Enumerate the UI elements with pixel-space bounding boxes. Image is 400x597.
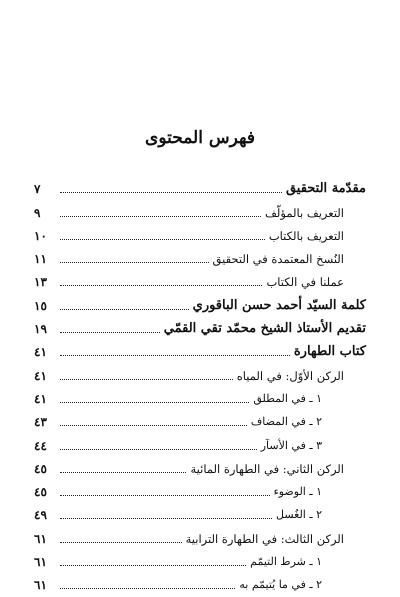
toc-entry[interactable] bbox=[34, 292, 366, 315]
toc-entry[interactable] bbox=[34, 502, 366, 525]
dot-leader bbox=[60, 239, 265, 240]
toc-entry[interactable] bbox=[34, 386, 366, 409]
toc-entry-page: ٤٣ bbox=[34, 415, 47, 430]
toc-entry[interactable] bbox=[34, 432, 366, 455]
toc-entry-page: ١٣ bbox=[34, 275, 47, 290]
toc-entry-title: عملنا في الكتاب bbox=[266, 275, 344, 290]
toc-entry[interactable] bbox=[34, 339, 366, 362]
dot-leader bbox=[60, 542, 182, 543]
toc-entry[interactable] bbox=[34, 316, 366, 339]
toc-entry[interactable] bbox=[34, 456, 366, 479]
toc-entry-title: النُسخ المعتمدة في التحقيق bbox=[212, 252, 344, 267]
dot-leader bbox=[60, 518, 272, 519]
toc-entry-page: ١٩ bbox=[34, 322, 47, 337]
toc-entry-title: الركن الثاني: في الطهارة المائية bbox=[190, 461, 344, 476]
toc-entry[interactable] bbox=[34, 572, 366, 595]
toc-entry-title: ٢ ـ في ما يُتيمّم به bbox=[239, 578, 322, 592]
toc-entry-title: كلمة السيّد أحمد حسن الباقوري bbox=[192, 297, 366, 313]
toc-entry-title: الركن الأوّل: في المياه bbox=[236, 368, 344, 383]
toc-entry-page: ٤١ bbox=[34, 345, 47, 360]
toc-entry-page: ٤٤ bbox=[34, 438, 47, 453]
toc-entry-page: ٤١ bbox=[34, 368, 47, 383]
dot-leader bbox=[60, 192, 282, 193]
toc-entry[interactable] bbox=[34, 223, 366, 246]
toc-entry[interactable] bbox=[34, 479, 366, 502]
dot-leader bbox=[60, 332, 160, 333]
dot-leader bbox=[60, 379, 233, 380]
toc-entry[interactable] bbox=[34, 269, 366, 292]
toc-entry-page: ١١ bbox=[34, 252, 47, 267]
dot-leader bbox=[60, 262, 209, 263]
toc-entry-page: ٤٥ bbox=[34, 485, 47, 500]
toc-entry-page: ٦١ bbox=[34, 578, 47, 593]
toc-entry[interactable] bbox=[34, 246, 366, 269]
toc-entry-title: ١ ـ الوضوء bbox=[273, 485, 322, 499]
toc-entry-title: كتاب الطهارة bbox=[293, 344, 366, 360]
toc-entry[interactable] bbox=[34, 362, 366, 385]
dot-leader bbox=[60, 565, 246, 566]
toc-entry-title: التعريف بالكتاب bbox=[268, 228, 344, 243]
toc-entry-title: ٢ ـ في المضاف bbox=[250, 415, 322, 429]
toc-entry-page: ٦١ bbox=[34, 531, 47, 546]
page-title: فهرس المحتوى bbox=[145, 128, 255, 148]
dot-leader bbox=[60, 472, 186, 473]
toc-entry-title: ١ ـ في المطلق bbox=[253, 391, 322, 405]
dot-leader bbox=[60, 309, 189, 310]
toc-entry-title: ١ ـ شرط التيمّم bbox=[250, 555, 322, 569]
toc-entry-page: ٤١ bbox=[34, 391, 47, 406]
toc-entry-page: ٦١ bbox=[34, 555, 47, 570]
toc-entry[interactable] bbox=[34, 549, 366, 572]
toc-entry-title: ٢ ـ الغُسل bbox=[276, 508, 322, 522]
toc-entry-title: مقدّمة التحقيق bbox=[285, 181, 366, 197]
toc-entry[interactable] bbox=[34, 176, 366, 199]
toc-entry-page: ٩ bbox=[34, 205, 41, 220]
toc-entry-title: تقديم الأستاذ الشيخ محمّد تقي القمّي bbox=[163, 321, 366, 337]
dot-leader bbox=[60, 402, 249, 403]
toc-entry-page: ٤٥ bbox=[34, 461, 47, 476]
dot-leader bbox=[60, 425, 247, 426]
toc-entry-page: ٤٩ bbox=[34, 508, 47, 523]
dot-leader bbox=[60, 216, 261, 217]
toc-entry[interactable] bbox=[34, 199, 366, 222]
dot-leader bbox=[60, 285, 262, 286]
dot-leader bbox=[60, 588, 235, 589]
toc-entry-page: ١٠ bbox=[34, 228, 47, 243]
dot-leader bbox=[60, 449, 257, 450]
toc-entry[interactable] bbox=[34, 409, 366, 432]
dot-leader bbox=[60, 495, 270, 496]
toc-entry[interactable] bbox=[34, 525, 366, 548]
toc-entry-title: ٣ ـ في الأسآر bbox=[260, 438, 322, 452]
toc-entry-page: ٧ bbox=[34, 182, 41, 197]
toc-entry-title: الركن الثالث: في الطهارة الترابية bbox=[185, 531, 344, 546]
toc-entry-page: ١٥ bbox=[34, 298, 47, 313]
toc-entry-title: التعريف بالمؤلّف bbox=[264, 205, 344, 220]
dot-leader bbox=[60, 355, 290, 356]
table-of-contents bbox=[34, 176, 366, 595]
